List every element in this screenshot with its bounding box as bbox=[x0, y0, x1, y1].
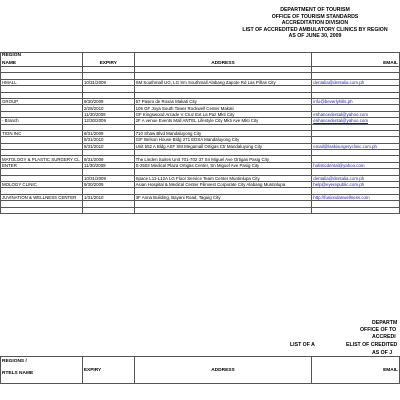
address-cell: 2F A venue Events Mall ANTEL Lifestyle City Mkti Ave Mkti City bbox=[134, 118, 312, 124]
footer-expiry-header: EXPIRY bbox=[82, 357, 134, 384]
address-cell: 3F Anna Building, Bayani Road, Taguig City bbox=[134, 194, 312, 200]
address-cell: S-2503 Medical Plaza Ortigas Center, Sn Miguel Ave Pasig City bbox=[134, 162, 312, 168]
clinic-name-cell: HMALL bbox=[1, 79, 83, 85]
expiry-cell: 12/30/2009 bbox=[82, 118, 134, 124]
table-row bbox=[1, 194, 400, 200]
clinic-name-cell: MOLOGY CLINIC bbox=[1, 182, 83, 188]
name-header-label: NAME bbox=[2, 61, 17, 66]
footer-line-2: OFFICE OF TO bbox=[360, 327, 397, 333]
expiry-cell: 11/30/2009 bbox=[82, 111, 134, 117]
email-cell[interactable]: holisticdental@yahoo.com bbox=[312, 162, 400, 168]
expiry-cell: 8/31/2010 bbox=[82, 143, 134, 149]
expiry-cell: 8/31/2009 bbox=[82, 130, 134, 136]
email-cell[interactable]: enhancedental@yahoo.com bbox=[312, 118, 400, 124]
clinic-name-cell: ENTER bbox=[1, 162, 83, 168]
footer-address-header: ADDRESS bbox=[134, 357, 311, 384]
address-cell: 710 Shaw Blvd Mandaluyong City bbox=[134, 130, 312, 136]
expiry-cell: 10/31/2009 bbox=[82, 79, 134, 85]
footer-name-label: RTELS NAME bbox=[2, 371, 34, 376]
address-cell: Unit 552 A Bldg ASF SM Megamall Ortigas Ctr Mandaluyong City bbox=[134, 143, 312, 149]
expiry-cell bbox=[82, 207, 134, 213]
expiry-header: EXPIRY bbox=[82, 53, 134, 67]
header-line-3: ACCREDITATION DIVISION bbox=[281, 20, 349, 27]
expiry-cell: 10/31/2009 bbox=[82, 175, 134, 181]
email-cell[interactable]: dentalia@dentalia.com.ph bbox=[312, 79, 400, 85]
address-cell: 105 GF Joya South Tower Rockwell Center Makati bbox=[134, 105, 312, 111]
footer-line-1: DEPARTM bbox=[372, 320, 398, 326]
footer-line-4-left: LIST OF A bbox=[290, 342, 315, 348]
header-line-5: AS OF JUNE 30, 2009 bbox=[288, 33, 342, 40]
footer-column-header bbox=[0, 356, 400, 384]
address-cell: GF Kingswood Arcade V Cruz Ext La Paz Mkti City bbox=[134, 111, 312, 117]
footer-line-5: AS OF J bbox=[372, 350, 393, 356]
email-cell bbox=[312, 207, 400, 213]
email-cell[interactable]: enhancedental@yahoo.com bbox=[312, 111, 400, 117]
email-cell[interactable]: email@laskisurgeryclinic.com.ph bbox=[312, 143, 400, 149]
clinic-name-cell: GROUP bbox=[1, 98, 83, 104]
header-line-1: DEPARTMENT OF TOURISM bbox=[280, 7, 350, 13]
clinic-name-cell: - Branch bbox=[1, 118, 83, 124]
footer-region-header bbox=[1, 357, 83, 384]
report-header bbox=[200, 7, 400, 40]
email-cell[interactable]: info@beverlyhills.ph bbox=[312, 98, 400, 104]
address-header: ADDRESS bbox=[134, 53, 312, 67]
table-row bbox=[1, 207, 400, 213]
region-header-label: REGION bbox=[2, 53, 21, 58]
footer-line-3: ACCREDI bbox=[372, 334, 396, 340]
clinic-name-cell: TION INC bbox=[1, 130, 83, 136]
expiry-cell: 9/30/2009 bbox=[82, 98, 134, 104]
address-cell: SM Southmall UG, LG Sm Southmall Alabang Zapote Rd Las Piñas City bbox=[134, 79, 312, 85]
expiry-cell: 9/30/2009 bbox=[82, 182, 134, 188]
header-line-2: OFFICE OF TOURISM STANDARDS bbox=[271, 13, 359, 20]
header-line-4: LIST OF ACCREDITED AMBULATORY CLINICS BY REGION bbox=[242, 26, 388, 33]
footer-line-4-right: ELIST OF CREDITED bbox=[346, 342, 398, 348]
expiry-cell: 8/31/2010 bbox=[82, 137, 134, 143]
email-cell[interactable]: help@eyerepublic.com.ph bbox=[312, 182, 400, 188]
clinic-name-cell: JUVINATION & WELLNESS CENTER bbox=[1, 194, 83, 200]
clinics-table bbox=[0, 52, 400, 214]
address-cell: G/F Belson House Bldg 271 EDSA Mandaluyong City bbox=[134, 137, 312, 143]
expiry-cell: 1/31/2010 bbox=[82, 194, 134, 200]
address-cell: Space L11-L12A LG Floor Service Team Center Muntinlupa City bbox=[134, 175, 312, 181]
expiry-cell: 8/31/2009 bbox=[82, 156, 134, 162]
clinic-name-cell: MATOLOGY & PLASTIC SURGERY CL bbox=[1, 156, 83, 162]
region-name-header bbox=[1, 53, 83, 67]
address-cell: The Linden Suites Unit 701-702 37 Sn Miguel Ave Ortigas Pasig City bbox=[134, 156, 312, 162]
expiry-cell: 11/30/2009 bbox=[82, 162, 134, 168]
address-cell: Asian Hospital & Medical Center Filinvest Corporate City Alabang Muntinlupa bbox=[134, 182, 312, 188]
column-header-row bbox=[1, 53, 400, 67]
email-header: EMAIL bbox=[312, 53, 400, 67]
clinic-name-cell bbox=[1, 207, 83, 213]
address-cell: 57 Paseo de Roxas Makati City bbox=[134, 98, 312, 104]
footer-region-label: REGIONS / bbox=[2, 359, 27, 364]
email-cell[interactable]: dentalia@dentalia.com.ph bbox=[312, 175, 400, 181]
expiry-cell: 2/28/2010 bbox=[82, 105, 134, 111]
address-cell bbox=[134, 207, 312, 213]
email-cell[interactable]: http://fusiondanwellness.com bbox=[312, 194, 400, 200]
table-body bbox=[1, 67, 400, 214]
footer-email-header: EMAIL bbox=[312, 357, 400, 384]
